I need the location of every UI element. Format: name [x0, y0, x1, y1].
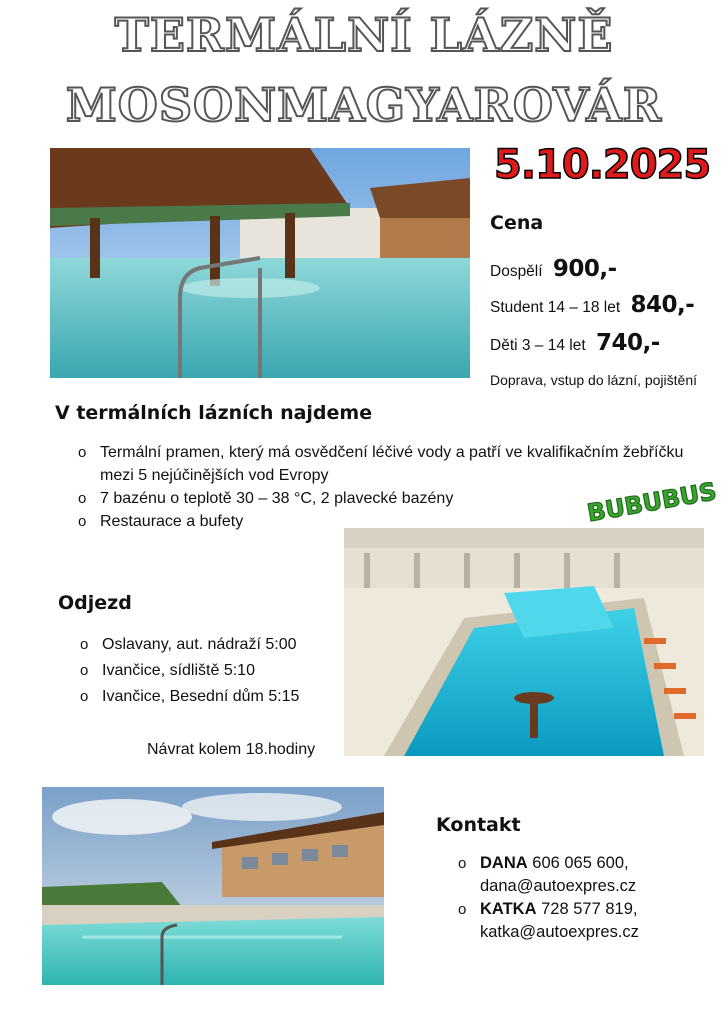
list-item: o Ivančice, Besední dům 5:15	[80, 684, 340, 710]
list-item: o Oslavany, aut. nádraží 5:00	[80, 632, 340, 658]
price-included-note: Doprava, vstup do lázní, pojištění	[490, 372, 698, 388]
bullet-icon: o	[78, 513, 87, 530]
price-label: Dospělí	[490, 263, 543, 280]
contact-email[interactable]: katka@autoexpres.cz	[480, 923, 639, 941]
price-value: 740,-	[595, 330, 660, 356]
list-item: o Restaurace a bufety	[78, 510, 718, 533]
photo-indoor-pool	[344, 528, 704, 756]
list-item: o Ivančice, sídliště 5:10	[80, 658, 340, 684]
photo-outdoor-pavilion-pool	[50, 148, 470, 378]
price-row-students	[490, 292, 694, 318]
price-value: 840,-	[630, 292, 695, 318]
contact-item-katka	[458, 898, 718, 944]
departure-list	[80, 632, 340, 710]
price-value: 900,-	[552, 256, 617, 282]
photo-outdoor-pool-building	[42, 787, 384, 985]
bullet-icon: o	[458, 901, 467, 918]
contact-item-dana	[458, 852, 718, 898]
bullet-icon: o	[78, 444, 87, 461]
bullet-icon: o	[458, 855, 467, 872]
list-item: o Termální pramen, který má osvědčení léčivé vody a patří ve kvalifikačním žebříčku mezi 5 nejúčinějších vod Evropy	[78, 441, 718, 487]
price-row-children	[490, 330, 660, 356]
price-label: Student 14 – 18 let	[490, 299, 621, 316]
event-date: 5.10.2025	[494, 142, 711, 188]
contact-phone: 728 577 819,	[541, 900, 638, 918]
bullet-icon: o	[80, 662, 89, 679]
title-line-1: TERMÁLNÍ LÁZNĚ	[114, 8, 614, 62]
return-time: Návrat kolem 18.hodiny	[147, 741, 316, 758]
contact-list	[458, 852, 718, 944]
features-heading: V termálních lázních najdeme	[55, 402, 373, 424]
bullet-icon: o	[80, 636, 89, 653]
svg-text:BUBUBUS: BUBUBUS	[585, 477, 719, 528]
title-line-2: MOSONMAGYAROVÁR	[65, 78, 663, 132]
contact-name: KATKA	[480, 900, 537, 918]
contact-phone: 606 065 600,	[532, 854, 629, 872]
price-row-adults	[490, 256, 617, 282]
contact-name: DANA	[480, 854, 528, 872]
departure-heading: Odjezd	[58, 592, 132, 614]
price-label: Děti 3 – 14 let	[490, 337, 586, 354]
contact-heading: Kontakt	[436, 814, 521, 836]
list-item: o 7 bazénu o teplotě 30 – 38 °C, 2 plavecké bazény	[78, 487, 718, 510]
bullet-icon: o	[78, 490, 87, 507]
contact-email[interactable]: dana@autoexpres.cz	[480, 877, 637, 895]
bububus-logo	[580, 477, 719, 528]
bullet-icon: o	[80, 688, 89, 705]
price-heading: Cena	[490, 212, 544, 234]
